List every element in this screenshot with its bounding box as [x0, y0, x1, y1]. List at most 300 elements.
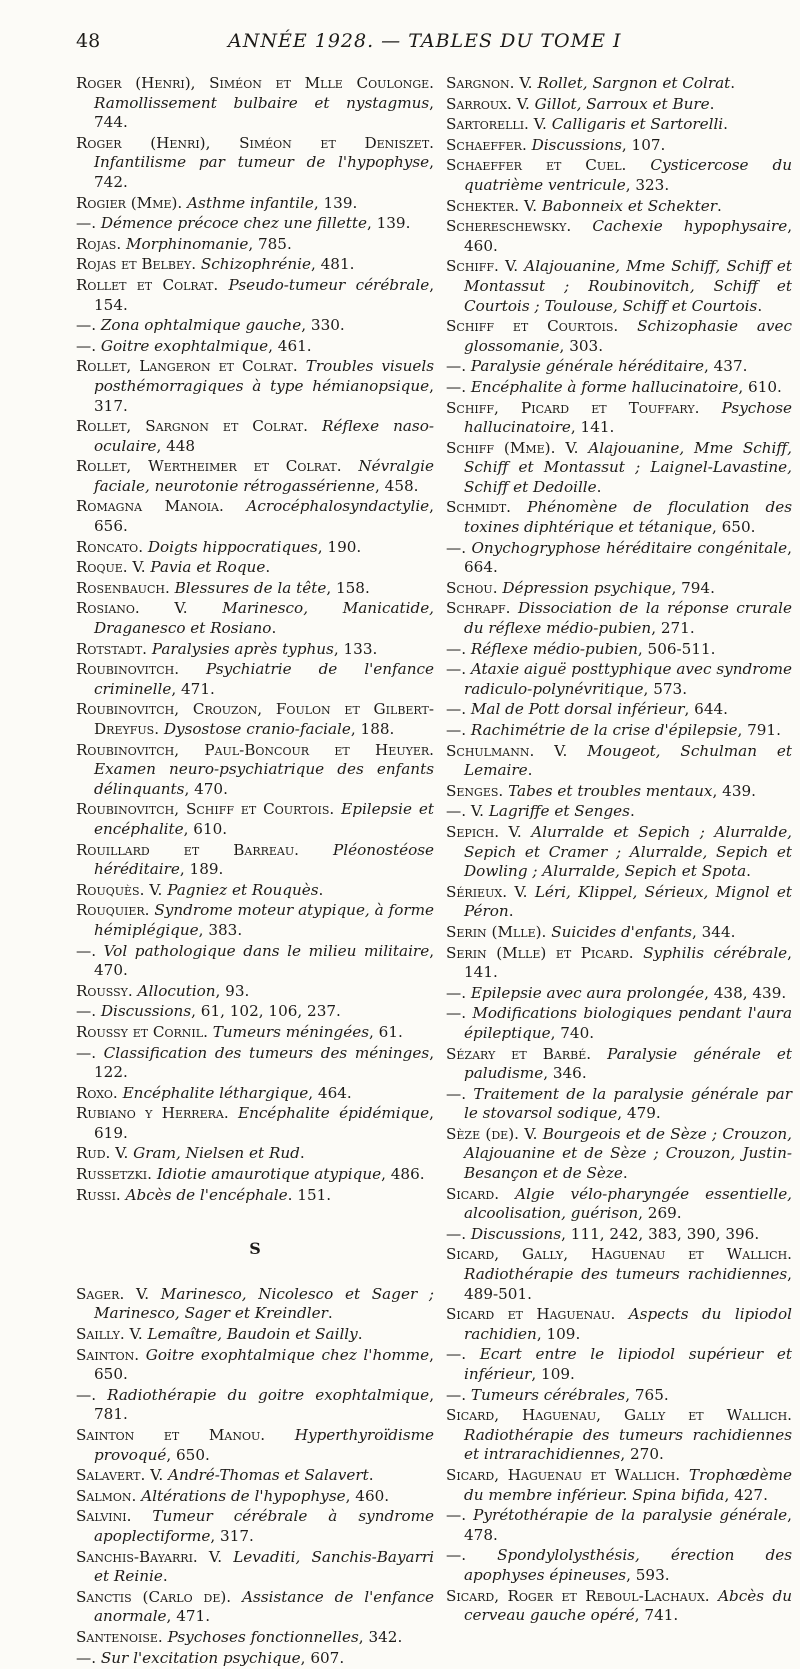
- entry-author: Rollet et Colrat.: [76, 275, 219, 294]
- entry-author: Schiff, Picard et Touffary.: [446, 398, 700, 417]
- index-entry: [76, 579, 434, 599]
- index-entry: [446, 1085, 792, 1124]
- entry-pages: , 664.: [464, 538, 792, 577]
- right-column: [446, 74, 792, 1627]
- index-entry: [76, 417, 434, 456]
- entry-author: Rubiano y Herrera.: [76, 1104, 229, 1123]
- index-entry: [76, 700, 434, 739]
- entry-pages: , 470.: [184, 779, 228, 798]
- entry-author: Schiff (Mme). V.: [446, 438, 579, 457]
- entry-author: Santenoise.: [76, 1627, 163, 1646]
- entry-title: Epilepsie et encéphalite: [94, 800, 435, 838]
- entry-pages: , 109.: [536, 1324, 581, 1343]
- index-entry: [446, 317, 792, 356]
- entry-title: Syndrome moteur atypique, à forme hémiplégique: [94, 901, 435, 939]
- page-number: 48: [76, 30, 101, 52]
- entry-author: Roger (Henri), Siméon et Deniszet.: [76, 133, 434, 152]
- entry-author: —.: [446, 1084, 467, 1103]
- entry-author: Sicard, Gally, Haguenau et Wallich.: [446, 1245, 792, 1264]
- index-entry: [76, 1426, 434, 1465]
- entry-author: Sicard, Haguenau, Gally et Wallich.: [446, 1406, 792, 1425]
- entry-title: Radiothérapie des tumeurs rachidiennes et intrarachidiennes: [464, 1425, 792, 1464]
- entry-pages: , 460.: [464, 217, 793, 255]
- entry-title: Zona ophtalmique gauche: [100, 316, 302, 335]
- entry-title: Suicides d'enfants: [551, 922, 692, 941]
- index-entry: [76, 276, 434, 315]
- entry-title: Hyperthyroïdisme provoqué: [94, 1426, 435, 1464]
- entry-title: Rollet, Sargnon et Colrat: [537, 74, 731, 92]
- entry-author: Serin (Mlle).: [446, 922, 547, 941]
- entry-title: Paralysie générale et paludisme: [464, 1044, 793, 1083]
- entry-pages: , 122.: [94, 1043, 435, 1082]
- entry-author: Schmidt.: [446, 498, 512, 517]
- index-entry: [446, 640, 792, 660]
- entry-author: Salavert. V.: [76, 1466, 164, 1485]
- entry-pages: , 741.: [634, 1606, 679, 1625]
- index-entry: [76, 640, 434, 660]
- index-entry: [446, 1125, 792, 1184]
- entry-title: Morphinomanie: [126, 234, 249, 253]
- entry-author: —.: [446, 357, 467, 376]
- entry-author: —.: [446, 1546, 467, 1565]
- entry-title: Altérations de l'hypophyse: [141, 1486, 346, 1505]
- entry-pages: , 93.: [215, 981, 250, 1000]
- entry-pages: .: [746, 862, 751, 881]
- entry-title: Réflexe médio-pubien: [470, 639, 638, 658]
- entry-pages: , 270.: [620, 1445, 664, 1464]
- entry-pages: , 344.: [691, 922, 736, 941]
- entry-title: Pagniez et Rouquès: [167, 880, 319, 899]
- index-entry: [446, 1506, 792, 1545]
- entry-title: Levaditi, Sanchis-Bayarri et Reinie: [94, 1547, 434, 1586]
- entry-pages: , 650.: [94, 1345, 434, 1384]
- entry-pages: , 619.: [94, 1104, 434, 1142]
- entry-author: Roussy.: [76, 981, 133, 1000]
- index-entry: [76, 800, 434, 839]
- entry-author: —.: [446, 639, 467, 658]
- index-entry: [76, 558, 434, 578]
- entry-title: Cysticercose du quatrième ventricule: [464, 156, 793, 194]
- index-entry: [446, 1185, 792, 1224]
- index-entry: [446, 782, 792, 802]
- entry-title: Ecart entre le lipiodol supérieur et inférieur: [464, 1345, 792, 1383]
- index-entry: [446, 217, 792, 256]
- entry-pages: , 791.: [737, 721, 781, 739]
- entry-title: Névralgie faciale, neurotonie rétrogassérienne: [94, 457, 434, 495]
- entry-title: Lemaître, Baudoin et Sailly: [147, 1325, 358, 1344]
- entry-author: —.: [76, 941, 97, 960]
- entry-title: Gillot, Sarroux et Bure: [534, 94, 710, 113]
- index-entry: [76, 457, 434, 496]
- entry-title: André-Thomas et Salavert: [168, 1466, 369, 1485]
- entry-title: Discussions: [470, 1224, 562, 1243]
- index-entry: [446, 257, 792, 316]
- index-entry: [446, 1245, 792, 1304]
- entry-pages: .: [271, 619, 277, 638]
- entry-author: Roxo.: [76, 1083, 118, 1102]
- entry-title: Pavia et Roque: [150, 558, 266, 577]
- entry-author: —.: [76, 1385, 97, 1404]
- entry-author: Sailly. V.: [76, 1325, 143, 1344]
- entry-pages: , 323.: [625, 175, 670, 194]
- entry-author: Rogier (Mme).: [76, 193, 183, 212]
- entry-title: Psychoses fonctionnelles: [167, 1627, 359, 1646]
- entry-title: Alurralde et Sepich ; Alurralde, Sepich et Cramer ; Alurralde, Sepich et Dowling ; Alurralde, Sepich et Spota: [464, 822, 793, 881]
- entry-pages: , 486.: [381, 1165, 425, 1184]
- index-entry: [76, 1084, 434, 1104]
- entry-pages: , 489-501.: [464, 1265, 792, 1303]
- entry-author: Russetzki.: [76, 1165, 152, 1184]
- entry-title: Ramollissement bulbaire et nystagmus: [94, 93, 430, 112]
- entry-author: —.: [446, 983, 467, 1002]
- index-entry: [76, 982, 434, 1002]
- entry-author: —.: [446, 700, 467, 719]
- index-entry: [446, 984, 792, 1004]
- entry-pages: , 109.: [531, 1365, 575, 1383]
- entry-pages: .: [162, 1567, 168, 1586]
- entry-author: Senges.: [446, 781, 504, 800]
- entry-pages: .: [527, 761, 533, 780]
- entry-pages: , 471.: [166, 1607, 211, 1626]
- index-entry: [76, 1186, 434, 1206]
- entry-title: Doigts hippocratiques: [147, 537, 318, 556]
- index-entry: [76, 1507, 434, 1546]
- entry-pages: .: [299, 1144, 305, 1163]
- entry-title: Onychogryphose héréditaire congénitale: [471, 538, 788, 557]
- entry-title: Pyrétothérapie de la paralysie générale: [473, 1506, 788, 1525]
- entry-author: Rojas.: [76, 234, 122, 253]
- entry-title: Assistance de l'enfance anormale: [94, 1587, 434, 1626]
- running-title: ANNÉE 1928. — TABLES DU TOME I: [228, 30, 622, 52]
- entry-pages: , 111, 242, 383, 390, 396.: [561, 1224, 760, 1243]
- entry-title: Phénomène de floculation des toxines diphtérique et tétanique: [464, 498, 792, 537]
- entry-title: Bourgeois et de Sèze ; Crouzon, Alajouanine et de Sèze ; Crouzon, Justin-Besançon et de Sèze: [464, 1124, 792, 1183]
- entry-pages: , 317.: [210, 1526, 254, 1545]
- entry-author: Sicard, Roger et Reboul-Lachaux.: [446, 1586, 710, 1605]
- entry-title: Goitre exophtalmique chez l'homme: [145, 1345, 430, 1364]
- left-entries-s: [76, 1285, 434, 1668]
- index-entry: [76, 942, 434, 981]
- entry-author: Sainton.: [76, 1345, 140, 1364]
- index-entry: [76, 599, 434, 638]
- index-entry: [76, 1346, 434, 1385]
- entry-pages: .: [730, 74, 736, 92]
- entry-pages: , 139.: [313, 193, 358, 212]
- entry-author: Roubinovitch, Crouzon, Foulon et Gilbert-Dreyfus.: [76, 700, 434, 738]
- index-entry: [446, 74, 792, 94]
- entry-author: Rotstadt.: [76, 639, 147, 658]
- entry-title: Lagriffe et Senges: [488, 802, 630, 821]
- index-entry: [446, 660, 792, 699]
- entry-author: Sanchis-Bayarri. V.: [76, 1547, 223, 1566]
- entry-title: Psychiatrie de l'enfance criminelle: [94, 660, 434, 698]
- section-letter-s: S: [249, 1239, 261, 1259]
- entry-author: Sanctis (Carlo de).: [76, 1587, 232, 1606]
- entry-author: Sicard, Haguenau et Wallich.: [446, 1465, 681, 1484]
- entry-title: Tumeurs méningées: [212, 1022, 370, 1041]
- entry-pages: , 271.: [651, 619, 695, 638]
- index-entry: [76, 1588, 434, 1627]
- index-entry: [446, 399, 792, 438]
- entry-title: Troubles visuels posthémorragiques à type hémianopsique: [94, 357, 434, 395]
- index-entry: [446, 1466, 792, 1505]
- left-column: [76, 74, 434, 1669]
- index-entry: [76, 881, 434, 901]
- entry-author: Schaeffer.: [446, 135, 527, 154]
- entry-author: —.: [76, 316, 97, 335]
- entry-title: Paralysie générale héréditaire: [470, 357, 704, 376]
- entry-title: Réflexe naso-oculaire: [94, 417, 435, 455]
- entry-author: —.: [446, 660, 467, 679]
- entry-pages: .: [757, 296, 763, 315]
- index-entry: [446, 378, 792, 398]
- entry-author: —.: [446, 1224, 467, 1243]
- index-entry: [446, 156, 792, 195]
- entry-title: Alajouanine, Mme Schiff, Schiff et Montassut ; Laignel-Lavastine, Schiff et Dedoille: [464, 438, 792, 496]
- entry-author: Rouquier.: [76, 901, 150, 920]
- index-entry: [446, 439, 792, 498]
- entry-author: —.: [446, 377, 467, 396]
- entry-author: Roque. V.: [76, 558, 146, 577]
- index-entry: [446, 498, 792, 537]
- entry-pages: , 188.: [350, 720, 395, 738]
- running-header: [0, 30, 800, 60]
- index-entry: [76, 538, 434, 558]
- entry-title: Modifications biologiques pendant l'aura épileptique: [464, 1004, 792, 1042]
- index-entry: [446, 599, 792, 638]
- index-entry: [76, 235, 434, 255]
- entry-title: Psychose hallucinatoire: [464, 398, 793, 437]
- entry-pages: .: [357, 1325, 363, 1344]
- index-entry: [446, 197, 792, 217]
- entry-pages: , 139.: [366, 214, 411, 233]
- entry-author: Schou.: [446, 578, 498, 597]
- index-entry: [76, 497, 434, 536]
- entry-title: Mal de Pott dorsal inférieur: [470, 700, 685, 719]
- index-entry: [446, 357, 792, 377]
- entry-author: Rollet, Langeron et Colrat.: [76, 357, 298, 376]
- index-entry: [446, 136, 792, 156]
- entry-title: Sur l'excitation psychique: [100, 1648, 301, 1667]
- entry-author: —.: [76, 214, 97, 233]
- entry-author: —.: [76, 1002, 97, 1021]
- index-entry: [446, 115, 792, 135]
- entry-title: Mougeot, Schulman et Lemaire: [464, 741, 792, 780]
- entry-title: Acrocéphalosyndactylie: [246, 497, 430, 516]
- entry-pages: , 573.: [643, 679, 688, 698]
- entry-author: Salmon.: [76, 1486, 137, 1505]
- entry-pages: , 439.: [712, 781, 756, 800]
- entry-title: Ataxie aiguë posttyphique avec syndrome radiculo-polynévritique: [464, 660, 792, 698]
- entry-pages: , 464.: [308, 1083, 352, 1102]
- entry-pages: , 317.: [94, 376, 434, 415]
- entry-pages: , 650.: [166, 1445, 210, 1464]
- index-entry: [446, 1345, 792, 1384]
- entry-pages: , 470.: [94, 941, 435, 980]
- index-entry: [76, 1628, 434, 1648]
- entry-pages: , 189.: [179, 860, 224, 879]
- index-entry: [76, 1104, 434, 1143]
- entry-pages: , 610.: [738, 377, 782, 396]
- entry-title: Tabes et troubles mentaux: [508, 781, 713, 800]
- entry-author: Sèze (de). V.: [446, 1124, 538, 1143]
- entry-pages: , 744.: [94, 93, 434, 132]
- index-entry: [76, 74, 434, 133]
- index-entry: [76, 660, 434, 699]
- index-entry: [76, 357, 434, 416]
- entry-pages: .: [508, 902, 514, 921]
- entry-pages: , 107.: [621, 135, 666, 154]
- entry-author: Schiff et Courtois.: [446, 317, 619, 336]
- entry-pages: , 785.: [248, 234, 292, 253]
- index-entry: [446, 802, 792, 822]
- index-entry: [76, 255, 434, 275]
- entry-author: Sepich. V.: [446, 822, 522, 841]
- entry-title: Allocution: [137, 981, 216, 1000]
- entry-title: Vol pathologique dans le milieu militaire: [103, 941, 430, 960]
- entry-title: Aspects du lipiodol rachidien: [464, 1305, 792, 1343]
- entry-pages: , 133.: [333, 639, 378, 658]
- entry-pages: , 479.: [617, 1104, 661, 1123]
- entry-author: Roubinovitch, Schiff et Courtois.: [76, 800, 335, 819]
- entry-author: Roussy et Cornil.: [76, 1022, 208, 1041]
- entry-title: Pléonostéose héréditaire: [94, 840, 434, 879]
- entry-pages: , 437.: [703, 357, 748, 376]
- entry-title: Discussions: [531, 135, 622, 154]
- entry-title: Gram, Nielsen et Rud: [133, 1144, 300, 1163]
- entry-pages: , 427.: [724, 1485, 768, 1504]
- entry-pages: , 471.: [171, 679, 215, 698]
- entry-author: Sézary et Barbé.: [446, 1044, 592, 1063]
- entry-pages: , 158.: [326, 578, 370, 597]
- entry-author: Roger (Henri), Siméon et Mlle Coulonge.: [76, 74, 434, 92]
- entry-title: Marinesco, Manicatide, Draganesco et Rosiano: [94, 599, 435, 638]
- entry-title: Paralysies après typhus: [151, 639, 334, 658]
- entry-author: Schulmann. V.: [446, 741, 568, 760]
- entry-pages: , 61.: [369, 1022, 403, 1041]
- entry-title: Marinesco, Nicolesco et Sager ; Marinesco, Sager et Kreindler: [94, 1284, 435, 1323]
- entry-title: Encéphalite à forme hallucinatoire: [470, 377, 739, 396]
- entry-title: Encéphalite léthargique: [122, 1083, 309, 1102]
- index-entry: [76, 1548, 434, 1587]
- entry-author: Sicard et Haguenau.: [446, 1305, 616, 1324]
- index-entry: [76, 1285, 434, 1324]
- entry-title: Radiothérapie des tumeurs rachidiennes: [464, 1265, 788, 1284]
- index-entry: [76, 1649, 434, 1669]
- entry-pages: , 330.: [301, 316, 345, 335]
- entry-title: Abcès du cerveau gauche opéré: [464, 1586, 792, 1625]
- entry-author: Rosenbauch.: [76, 578, 170, 597]
- entry-title: Radiothérapie du goitre exophtalmique: [107, 1385, 430, 1404]
- entry-title: Goitre exophtalmique: [100, 336, 269, 355]
- entry-pages: , 650.: [711, 518, 756, 537]
- entry-title: Syphilis cérébrale: [643, 943, 788, 962]
- index-entry: [76, 316, 434, 336]
- index-entry: [76, 214, 434, 234]
- index-entry: [446, 95, 792, 115]
- left-entries-r: [76, 74, 434, 1205]
- entry-pages: .: [265, 558, 271, 577]
- index-entry: [446, 1406, 792, 1465]
- entry-pages: , 269.: [638, 1204, 682, 1223]
- entry-title: Infantilisme par tumeur de l'hypophyse: [94, 153, 430, 172]
- entry-title: Epilepsie avec aura prolongée: [470, 983, 705, 1002]
- entry-author: —.: [446, 1506, 467, 1525]
- entry-title: Léri, Klippel, Sérieux, Mignol et Péron: [464, 882, 792, 921]
- entry-author: Schrapf.: [446, 599, 511, 618]
- entry-title: Babonneix et Schekter: [541, 196, 717, 215]
- index-entry: [446, 1045, 792, 1084]
- entry-title: Rachimétrie de la crise d'épilepsie: [470, 721, 738, 739]
- index-entry: [76, 1165, 434, 1185]
- entry-pages: , 478.: [464, 1506, 792, 1544]
- entry-pages: .: [723, 115, 728, 134]
- entry-title: Algie vélo-pharyngée essentielle, alcoolisation, guérison: [464, 1184, 793, 1223]
- entry-title: Blessures de la tête: [174, 578, 327, 597]
- entry-pages: .: [368, 1466, 374, 1485]
- entry-author: Sartorelli. V.: [446, 115, 547, 134]
- entry-pages: .: [716, 196, 722, 215]
- entry-title: Pseudo-tumeur cérébrale: [228, 275, 430, 294]
- entry-pages: .: [622, 1164, 628, 1183]
- entry-author: Salvini.: [76, 1507, 132, 1526]
- entry-author: Sager. V.: [76, 1284, 150, 1303]
- entry-author: Rouquès. V.: [76, 880, 163, 899]
- entry-title: Tumeurs cérébrales: [470, 1385, 626, 1404]
- entry-pages: .: [709, 94, 715, 113]
- entry-author: Rollet, Sargnon et Colrat.: [76, 417, 309, 436]
- entry-pages: , 765.: [625, 1385, 669, 1404]
- entry-pages: , 656.: [94, 497, 434, 536]
- index-entry: [76, 1023, 434, 1043]
- entry-author: —.: [446, 1004, 467, 1023]
- entry-author: Schaeffer et Cuel.: [446, 156, 627, 175]
- entry-pages: , 141.: [464, 943, 792, 982]
- index-entry: [76, 1386, 434, 1425]
- entry-author: Rollet, Wertheimer et Colrat.: [76, 457, 342, 476]
- entry-pages: , 460.: [345, 1486, 390, 1505]
- entry-title: Dépression psychique: [502, 578, 672, 597]
- entry-title: Dissociation de la réponse crurale du réflexe médio-pubien: [464, 599, 792, 638]
- entry-pages: , 438, 439.: [704, 983, 787, 1002]
- index-entry: [446, 1305, 792, 1344]
- entry-author: Rosiano. V.: [76, 599, 188, 618]
- entry-pages: , 141.: [570, 418, 615, 437]
- index-entry: [446, 1587, 792, 1626]
- entry-pages: , 190.: [317, 537, 362, 556]
- entry-title: Démence précoce chez une fillette: [100, 214, 367, 233]
- entry-author: —.: [76, 1648, 97, 1667]
- entry-author: —.: [446, 538, 467, 557]
- entry-author: —.: [76, 336, 97, 355]
- entry-author: Roncato.: [76, 537, 144, 556]
- index-entry: [76, 741, 434, 800]
- entry-pages: , 383.: [198, 920, 243, 939]
- entry-pages: , 740.: [550, 1023, 595, 1042]
- entry-author: Sarroux. V.: [446, 94, 530, 113]
- entry-pages: .: [327, 1304, 333, 1323]
- entry-author: Serin (Mlle) et Picard.: [446, 943, 634, 962]
- entry-pages: , 610.: [183, 819, 228, 838]
- entry-pages: , 607.: [300, 1648, 345, 1667]
- entry-author: —.: [76, 1043, 97, 1062]
- index-entry: [76, 134, 434, 193]
- entry-author: Schereschewsky.: [446, 217, 572, 236]
- entry-pages: , 303.: [559, 336, 604, 355]
- entry-title: Spondylolysthésis, érection des apophyses épineuses: [464, 1546, 792, 1584]
- entry-pages: , 461.: [268, 336, 312, 355]
- entry-pages: , 154.: [94, 275, 435, 314]
